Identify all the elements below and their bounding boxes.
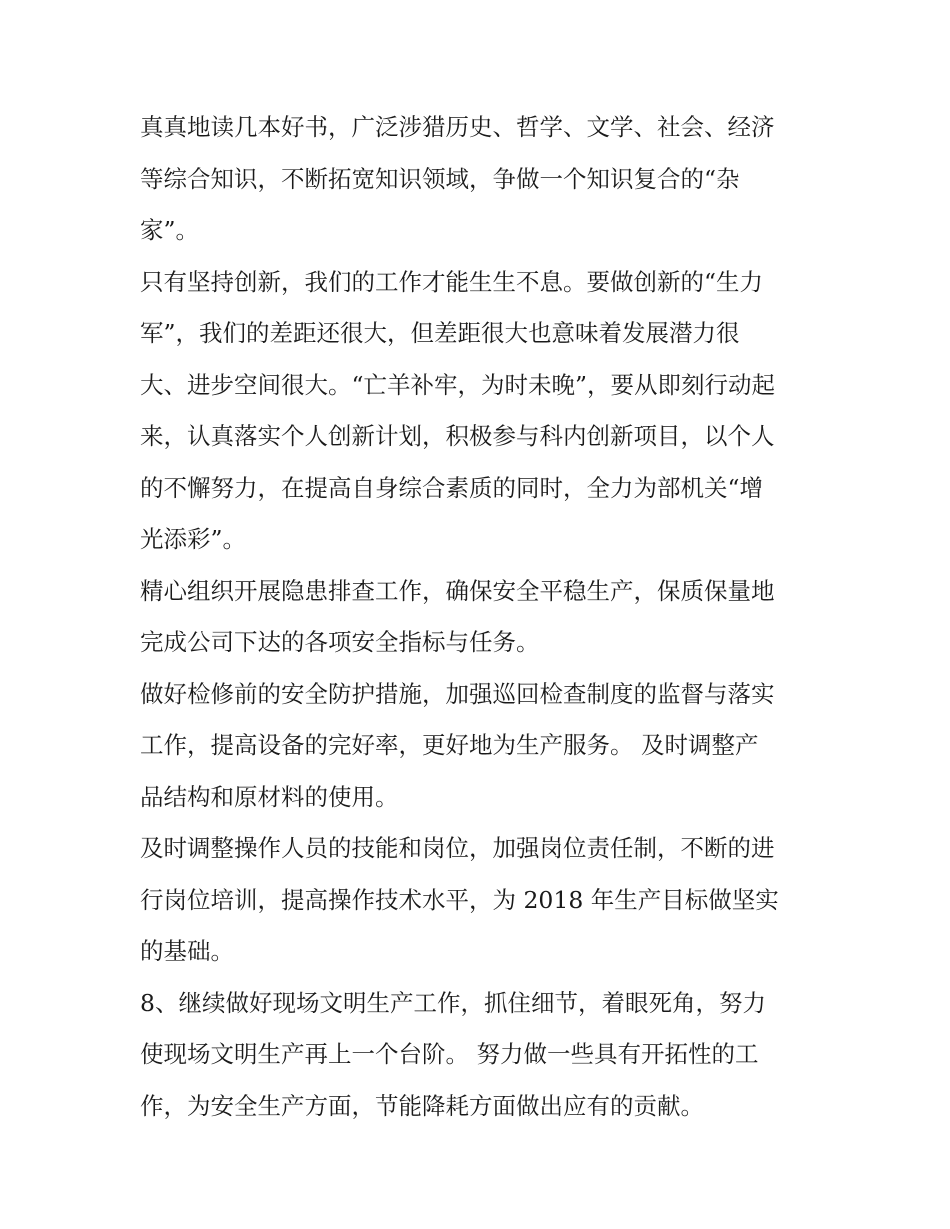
text-line: 真真地读几本好书，广泛涉猎历史、哲学、文学、社会、经济: [140, 113, 775, 141]
text-line: 的基础。: [140, 937, 234, 965]
text-line: 光添彩”。: [140, 525, 247, 553]
text-line: 只有坚持创新，我们的工作才能生生不息。要做创新的“生力: [140, 267, 764, 296]
text-line: 作，为安全生产方面，节能降耗方面做出应有的贡献。: [140, 1091, 704, 1120]
paragraph-reading: [140, 102, 820, 257]
text-line: 行岗位培训，提高操作技术水平，为 2018 年生产目标做坚实: [140, 885, 779, 914]
paragraph-maintenance: [140, 669, 820, 824]
text-line: 及时调整操作人员的技能和岗位，加强岗位责任制，不断的进: [140, 834, 775, 862]
text-line: 工作，提高设备的完好率，更好地为生产服务。 及时调整产: [140, 731, 759, 759]
text-line: 完成公司下达的各项安全指标与任务。: [140, 628, 540, 656]
text-line: 的不懈努力，在提高自身综合素质的同时，全力为部机关“增: [140, 473, 764, 502]
text-line: 使现场文明生产再上一个台阶。 努力做一些具有开拓性的工: [140, 1040, 759, 1068]
text-line: 军”，我们的差距还很大，但差距很大也意味着发展潜力很: [140, 319, 740, 347]
paragraph-staff-training: [140, 823, 820, 978]
text-line: 大、进步空间很大。“亡羊补牢，为时未晚”，要从即刻行动起: [140, 370, 776, 399]
paragraph-innovation: [140, 257, 820, 566]
text-line: 品结构和原材料的使用。: [140, 782, 399, 811]
text-line: 家”。: [140, 216, 200, 244]
paragraph-hazard-inspection: [140, 566, 820, 669]
text-line: 来，认真落实个人创新计划，积极参与科内创新项目，以个人: [140, 422, 775, 450]
paragraph-civilized-production: [140, 978, 820, 1133]
text-line: 等综合知识，不断拓宽知识领域，争做一个知识复合的“杂: [140, 164, 740, 193]
document-body: [140, 102, 820, 1132]
text-line: 精心组织开展隐患排查工作，确保安全平稳生产，保质保量地: [140, 576, 775, 605]
text-line: 做好检修前的安全防护措施，加强巡回检查制度的监督与落实: [140, 679, 775, 708]
text-line: 8、继续做好现场文明生产工作，抓住细节，着眼死角，努力: [140, 988, 766, 1017]
